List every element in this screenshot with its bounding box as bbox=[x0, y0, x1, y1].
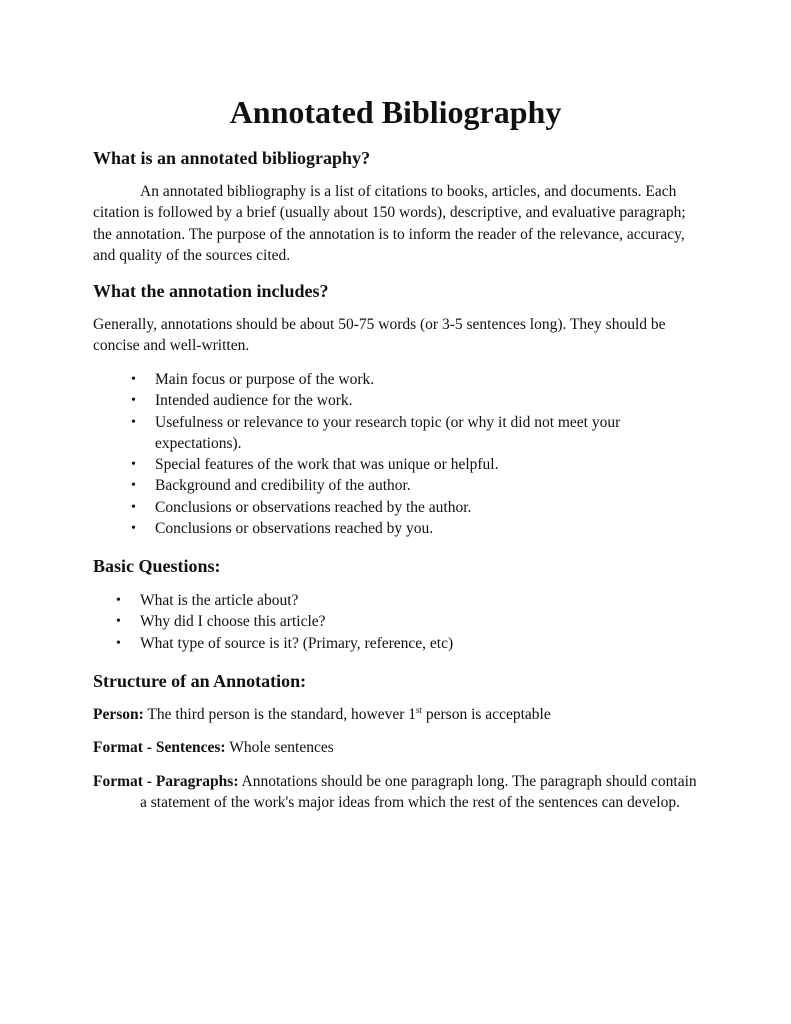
list-item: • Main focus or purpose of the work. bbox=[155, 369, 655, 390]
page-title: Annotated Bibliography bbox=[229, 94, 562, 130]
person-text: The third person is the standard, however 1 bbox=[147, 706, 416, 723]
person-superscript: st bbox=[416, 704, 423, 715]
bullet-icon: • bbox=[131, 478, 136, 494]
bullet-icon: • bbox=[116, 593, 121, 608]
list-item: • What is the article about? bbox=[140, 590, 640, 611]
heading-what-is: What is an annotated bibliography? bbox=[93, 148, 371, 168]
paragraph-includes: Generally, annotations should be about 50-75 words (or 3-5 sentences long). They should be concise and well-written. bbox=[93, 316, 666, 355]
paragraph-what-is: An annotated bibliography is a list of citations to books, articles, and documents. Each citation is followed by a brief (usually about 150 words), descriptive, and evaluative paragraph; the annotation. The purpose of the annotation is to inform the reader of the relevance, accuracy, and quality of the sources cited. bbox=[93, 183, 686, 264]
list-item: • Background and credibility of the author. bbox=[155, 475, 655, 496]
heading-structure: Structure of an Annotation: bbox=[93, 671, 307, 691]
bullet-icon: • bbox=[131, 414, 136, 430]
bullet-icon: • bbox=[131, 393, 136, 409]
bullet-icon: • bbox=[131, 499, 136, 515]
heading-includes: What the annotation includes? bbox=[93, 281, 329, 301]
bullet-icon: • bbox=[131, 372, 136, 387]
paragraphs-line bbox=[93, 771, 700, 814]
includes-list bbox=[131, 369, 655, 539]
person-line bbox=[93, 704, 693, 725]
list-item: • Special features of the work that was unique or helpful. bbox=[155, 454, 655, 475]
list-item: • What type of source is it? (Primary, reference, etc) bbox=[140, 633, 640, 654]
heading-basic-questions: Basic Questions: bbox=[93, 556, 221, 576]
sentences-line bbox=[93, 737, 693, 758]
list-item: • Intended audience for the work. bbox=[155, 390, 655, 411]
bullet-icon: • bbox=[131, 521, 136, 537]
list-item: • Conclusions or observations reached by you. bbox=[155, 518, 655, 539]
list-item: • Why did I choose this article? bbox=[140, 611, 640, 632]
sentences-text: Whole sentences bbox=[229, 739, 334, 756]
bullet-icon: • bbox=[131, 457, 136, 473]
bullet-icon: • bbox=[116, 614, 121, 630]
sentences-label: Format - Sentences: bbox=[93, 739, 226, 756]
paragraphs-text: Annotations should be one paragraph long. The paragraph should contain a statement of the work's major ideas from which the rest of the sentences can develop. bbox=[140, 773, 697, 812]
person-text-end: person is acceptable bbox=[425, 706, 551, 723]
basic-questions-list bbox=[116, 590, 640, 654]
paragraphs-label: Format - Paragraphs: bbox=[93, 773, 239, 790]
bullet-icon: • bbox=[116, 635, 121, 651]
person-label: Person: bbox=[93, 706, 144, 723]
list-item: • Conclusions or observations reached by the author. bbox=[155, 497, 655, 518]
list-item: • Usefulness or relevance to your research topic (or why it did not meet your expectations). bbox=[131, 413, 621, 452]
